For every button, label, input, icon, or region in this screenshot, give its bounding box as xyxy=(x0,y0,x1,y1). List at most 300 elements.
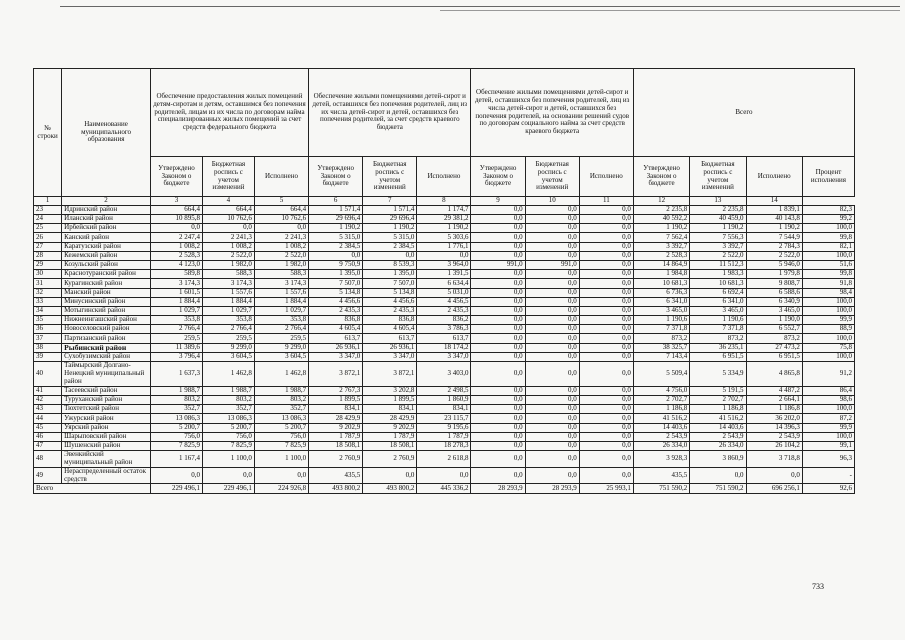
value-cell: 10 895,8 xyxy=(150,215,202,224)
value-cell: 9 808,7 xyxy=(746,279,802,288)
value-cell: 0,0 xyxy=(579,233,633,242)
subheader-executed: Исполнено xyxy=(579,157,633,197)
value-cell: 0,0 xyxy=(525,325,579,334)
value-cell: 2 435,3 xyxy=(363,306,417,315)
value-cell: 0,0 xyxy=(579,279,633,288)
value-cell: 1 029,7 xyxy=(202,306,254,315)
value-cell: 5 031,0 xyxy=(417,288,471,297)
value-cell: 3 174,3 xyxy=(150,279,202,288)
value-cell: 0,0 xyxy=(690,467,746,484)
row-number: 29 xyxy=(34,260,62,269)
total-row xyxy=(34,484,855,494)
value-cell: 29 696,4 xyxy=(309,215,363,224)
value-cell: 7 371,8 xyxy=(633,325,689,334)
row-number: 35 xyxy=(34,316,62,325)
value-cell: 1 982,0 xyxy=(202,260,254,269)
value-cell: 5 191,5 xyxy=(690,386,746,395)
value-cell: 2 235,8 xyxy=(633,205,689,214)
municipality-name: Ужурский район xyxy=(62,414,151,423)
value-cell: 7 556,3 xyxy=(690,233,746,242)
value-cell: 18 278,3 xyxy=(417,441,471,450)
value-cell: 991,0 xyxy=(525,260,579,269)
value-cell: 1 008,2 xyxy=(254,242,308,251)
value-cell: 87,2 xyxy=(802,414,854,423)
value-cell: 3 174,3 xyxy=(254,279,308,288)
value-cell: 0,0 xyxy=(309,251,363,260)
value-cell: 99,1 xyxy=(802,441,854,450)
municipality-name: Шушенский район xyxy=(62,441,151,450)
municipality-name: Иланский район xyxy=(62,215,151,224)
value-cell: 9 202,9 xyxy=(363,423,417,432)
value-cell: 0,0 xyxy=(579,467,633,484)
value-cell: 1 186,8 xyxy=(690,405,746,414)
value-cell: 0,0 xyxy=(525,242,579,251)
row-number: 40 xyxy=(34,362,62,386)
value-cell: 38 325,7 xyxy=(633,343,689,353)
value-cell: 803,2 xyxy=(150,396,202,405)
value-cell: 0,0 xyxy=(579,386,633,395)
value-cell: 40 592,2 xyxy=(633,215,689,224)
value-cell: 0,0 xyxy=(471,414,525,423)
table-row xyxy=(34,279,855,288)
value-cell: 1 462,8 xyxy=(254,362,308,386)
value-cell: 3 604,5 xyxy=(254,353,308,362)
value-cell: 4 456,6 xyxy=(309,297,363,306)
value-cell: 11 389,6 xyxy=(150,343,202,353)
value-cell: 4 756,0 xyxy=(633,386,689,395)
table-row xyxy=(34,362,855,386)
value-cell: 2 498,5 xyxy=(417,386,471,395)
municipality-name: Тасеевский район xyxy=(62,386,151,395)
row-number: 31 xyxy=(34,279,62,288)
total-value: 229 496,1 xyxy=(150,484,202,494)
value-cell: 6 552,7 xyxy=(746,325,802,334)
value-cell: 0,0 xyxy=(525,224,579,233)
table-row xyxy=(34,451,855,468)
value-cell: 1 190,2 xyxy=(746,224,802,233)
value-cell: 18 508,1 xyxy=(363,441,417,450)
value-cell: 1 186,8 xyxy=(633,405,689,414)
value-cell: - xyxy=(802,467,854,484)
value-cell: 5 134,8 xyxy=(363,288,417,297)
subheader-approved: Утверждено Законом о бюджете xyxy=(150,157,202,197)
value-cell: 0,0 xyxy=(471,279,525,288)
value-cell: 0,0 xyxy=(471,334,525,343)
value-cell: 99,9 xyxy=(802,316,854,325)
value-cell: 5 200,7 xyxy=(150,423,202,432)
value-cell: 2 384,5 xyxy=(363,242,417,251)
value-cell: 0,0 xyxy=(579,251,633,260)
table-row xyxy=(34,251,855,260)
value-cell: 3 796,4 xyxy=(150,353,202,362)
value-cell: 664,4 xyxy=(202,205,254,214)
value-cell: 5 315,0 xyxy=(309,233,363,242)
value-cell: 6 951,5 xyxy=(690,353,746,362)
value-cell: 0,0 xyxy=(471,233,525,242)
table-row xyxy=(34,233,855,242)
value-cell: 0,0 xyxy=(471,396,525,405)
value-cell: 834,1 xyxy=(309,405,363,414)
value-cell: 27 473,2 xyxy=(746,343,802,353)
value-cell: 0,0 xyxy=(525,251,579,260)
subheader-budget: Бюджетная роспись с учетом изменений xyxy=(525,157,579,197)
value-cell: 1 899,5 xyxy=(309,396,363,405)
value-cell: 0,0 xyxy=(525,343,579,353)
value-cell: 0,0 xyxy=(579,343,633,353)
subheader-budget: Бюджетная роспись с учетом изменений xyxy=(363,157,417,197)
value-cell: 0,0 xyxy=(471,451,525,468)
municipality-name: Идринский район xyxy=(62,205,151,214)
value-cell: 6 588,6 xyxy=(746,288,802,297)
column-index-cell: 2 xyxy=(62,197,151,206)
value-cell: 13 086,3 xyxy=(202,414,254,423)
value-cell: 1 557,6 xyxy=(254,288,308,297)
value-cell: 588,3 xyxy=(202,270,254,279)
value-cell: 7 371,8 xyxy=(690,325,746,334)
value-cell: 0,0 xyxy=(471,215,525,224)
value-cell: 0,0 xyxy=(471,432,525,441)
value-cell: 2 522,0 xyxy=(746,251,802,260)
value-cell: 10 762,6 xyxy=(202,215,254,224)
value-cell: 2 760,9 xyxy=(309,451,363,468)
value-cell: 353,8 xyxy=(254,316,308,325)
municipality-name: Курагинский район xyxy=(62,279,151,288)
header-federal-group: Обеспечение предоставления жилых помещений детям-сиротам и детям, оставшимся без попечения родителей, лицам из их числа по договорам найма специализированных жилых помещений за счет средств федерального бюджета xyxy=(150,69,308,157)
value-cell: 5 200,7 xyxy=(254,423,308,432)
value-cell: 4 123,0 xyxy=(150,260,202,269)
header-municipality: Наименование муниципального образования xyxy=(62,69,151,197)
value-cell: 0,0 xyxy=(471,343,525,353)
value-cell: 0,0 xyxy=(471,362,525,386)
municipality-name: Новоселовский район xyxy=(62,325,151,334)
table-row xyxy=(34,386,855,395)
table-row xyxy=(34,288,855,297)
value-cell: 0,0 xyxy=(525,233,579,242)
value-cell: 1 787,9 xyxy=(363,432,417,441)
value-cell: 0,0 xyxy=(525,362,579,386)
value-cell: 9 750,9 xyxy=(309,260,363,269)
value-cell: 100,0 xyxy=(802,306,854,315)
subheader-percent: Процент исполнения xyxy=(802,157,854,197)
value-cell: 82,1 xyxy=(802,242,854,251)
value-cell: 99,9 xyxy=(802,423,854,432)
value-cell: 0,0 xyxy=(579,396,633,405)
value-cell: 1 029,7 xyxy=(150,306,202,315)
value-cell: 6 634,4 xyxy=(417,279,471,288)
value-cell: 2 528,3 xyxy=(150,251,202,260)
municipality-name: Манский район xyxy=(62,288,151,297)
value-cell: 1 167,4 xyxy=(150,451,202,468)
value-cell: 13 086,3 xyxy=(254,414,308,423)
value-cell: 1 839,1 xyxy=(746,205,802,214)
value-cell: 2 522,0 xyxy=(202,251,254,260)
value-cell: 0,0 xyxy=(579,432,633,441)
value-cell: 2 760,9 xyxy=(363,451,417,468)
municipality-name: Канский район xyxy=(62,233,151,242)
value-cell: 0,0 xyxy=(471,288,525,297)
value-cell: 1 190,2 xyxy=(363,224,417,233)
value-cell: 9 202,9 xyxy=(309,423,363,432)
value-cell: 2 522,0 xyxy=(254,251,308,260)
value-cell: 6 951,5 xyxy=(746,353,802,362)
top-rule xyxy=(60,6,900,7)
value-cell: 3 718,8 xyxy=(746,451,802,468)
column-index-row xyxy=(34,197,855,206)
value-cell: 0,0 xyxy=(746,467,802,484)
total-value: 445 336,2 xyxy=(417,484,471,494)
value-cell: 5 946,0 xyxy=(746,260,802,269)
value-cell: 353,8 xyxy=(150,316,202,325)
value-cell: 834,1 xyxy=(417,405,471,414)
value-cell: 1 983,3 xyxy=(690,270,746,279)
subheader-approved: Утверждено Законом о бюджете xyxy=(471,157,525,197)
value-cell: 0,0 xyxy=(525,334,579,343)
row-number: 48 xyxy=(34,451,62,468)
total-value: 751 590,2 xyxy=(690,484,746,494)
value-cell: 0,0 xyxy=(525,423,579,432)
table-row xyxy=(34,260,855,269)
total-value: 493 800,2 xyxy=(309,484,363,494)
value-cell: 588,3 xyxy=(254,270,308,279)
table-row xyxy=(34,316,855,325)
value-cell: 1 571,4 xyxy=(363,205,417,214)
value-cell: 26 334,0 xyxy=(633,441,689,450)
value-cell: 0,0 xyxy=(525,306,579,315)
municipality-name: Нераспределенный остаток средств xyxy=(62,467,151,484)
value-cell: 26 334,0 xyxy=(690,441,746,450)
value-cell: 3 860,9 xyxy=(690,451,746,468)
value-cell: 836,8 xyxy=(309,316,363,325)
value-cell: 5 315,0 xyxy=(363,233,417,242)
value-cell: 3 202,8 xyxy=(363,386,417,395)
value-cell: 9 195,6 xyxy=(417,423,471,432)
value-cell: 2 435,3 xyxy=(309,306,363,315)
value-cell: 3 465,0 xyxy=(746,306,802,315)
value-cell: 4 605,4 xyxy=(363,325,417,334)
value-cell: 2 766,4 xyxy=(254,325,308,334)
value-cell: 1 988,7 xyxy=(202,386,254,395)
subheader-executed: Исполнено xyxy=(746,157,802,197)
table-row xyxy=(34,441,855,450)
value-cell: 0,0 xyxy=(525,205,579,214)
value-cell: 4 456,6 xyxy=(363,297,417,306)
value-cell: 0,0 xyxy=(202,467,254,484)
municipality-name: Туруханский район xyxy=(62,396,151,405)
column-index-cell: 6 xyxy=(309,197,363,206)
table-row xyxy=(34,396,855,405)
value-cell: 1 601,5 xyxy=(150,288,202,297)
value-cell: 1 787,9 xyxy=(309,432,363,441)
row-number: 43 xyxy=(34,405,62,414)
value-cell: 0,0 xyxy=(579,423,633,432)
table-row xyxy=(34,325,855,334)
value-cell: 3 392,7 xyxy=(690,242,746,251)
value-cell: 1 884,4 xyxy=(202,297,254,306)
value-cell: 0,0 xyxy=(525,297,579,306)
value-cell: 10 681,3 xyxy=(690,279,746,288)
value-cell: 8 539,3 xyxy=(363,260,417,269)
value-cell: 1 984,8 xyxy=(633,270,689,279)
subheader-budget: Бюджетная роспись с учетом изменений xyxy=(202,157,254,197)
value-cell: 1 190,2 xyxy=(309,224,363,233)
value-cell: 873,2 xyxy=(633,334,689,343)
value-cell: 0,0 xyxy=(417,467,471,484)
value-cell: 352,7 xyxy=(150,405,202,414)
row-number: 25 xyxy=(34,224,62,233)
value-cell: 435,5 xyxy=(309,467,363,484)
value-cell: 86,4 xyxy=(802,386,854,395)
value-cell: 9 299,0 xyxy=(254,343,308,353)
value-cell: 100,0 xyxy=(802,224,854,233)
value-cell: 1 190,2 xyxy=(417,224,471,233)
row-number: 24 xyxy=(34,215,62,224)
value-cell: 0,0 xyxy=(471,297,525,306)
value-cell: 352,7 xyxy=(202,405,254,414)
value-cell: 0,0 xyxy=(579,334,633,343)
value-cell: 99,8 xyxy=(802,270,854,279)
value-cell: 0,0 xyxy=(202,224,254,233)
row-number: 30 xyxy=(34,270,62,279)
value-cell: 5 200,7 xyxy=(202,423,254,432)
value-cell: 0,0 xyxy=(579,288,633,297)
value-cell: 0,0 xyxy=(579,353,633,362)
municipality-name: Ирбейский район xyxy=(62,224,151,233)
value-cell: 1 029,7 xyxy=(254,306,308,315)
value-cell: 36 202,0 xyxy=(746,414,802,423)
value-cell: 0,0 xyxy=(525,386,579,395)
total-value: 493 800,2 xyxy=(363,484,417,494)
value-cell: 14 396,3 xyxy=(746,423,802,432)
value-cell: 28 429,9 xyxy=(309,414,363,423)
value-cell: 613,7 xyxy=(417,334,471,343)
row-number: 42 xyxy=(34,396,62,405)
value-cell: 23 115,7 xyxy=(417,414,471,423)
row-number: 23 xyxy=(34,205,62,214)
row-number: 47 xyxy=(34,441,62,450)
value-cell: 3 928,3 xyxy=(633,451,689,468)
table-row xyxy=(34,224,855,233)
value-cell: 756,0 xyxy=(254,432,308,441)
value-cell: 2 702,7 xyxy=(690,396,746,405)
value-cell: 0,0 xyxy=(471,316,525,325)
subheader-executed: Исполнено xyxy=(417,157,471,197)
value-cell: 1 100,0 xyxy=(202,451,254,468)
table-row xyxy=(34,270,855,279)
value-cell: 0,0 xyxy=(525,451,579,468)
value-cell: 0,0 xyxy=(579,306,633,315)
value-cell: 0,0 xyxy=(579,405,633,414)
value-cell: 803,2 xyxy=(202,396,254,405)
value-cell: 0,0 xyxy=(525,353,579,362)
row-number: 38 xyxy=(34,343,62,353)
value-cell: 836,8 xyxy=(363,316,417,325)
table-row xyxy=(34,205,855,214)
value-cell: 7 143,4 xyxy=(633,353,689,362)
value-cell: 14 864,9 xyxy=(633,260,689,269)
value-cell: 2 543,9 xyxy=(746,432,802,441)
total-label: Всего xyxy=(34,484,151,494)
value-cell: 3 604,5 xyxy=(202,353,254,362)
column-index-cell: 10 xyxy=(525,197,579,206)
value-cell: 0,0 xyxy=(579,297,633,306)
table-row xyxy=(34,297,855,306)
table-row xyxy=(34,467,855,484)
total-value: 751 590,2 xyxy=(633,484,689,494)
value-cell: 14 403,6 xyxy=(690,423,746,432)
column-index-cell: 8 xyxy=(417,197,471,206)
value-cell: 6 341,0 xyxy=(690,297,746,306)
value-cell: 7 562,4 xyxy=(633,233,689,242)
value-cell: 0,0 xyxy=(471,441,525,450)
municipality-name: Уярский район xyxy=(62,423,151,432)
table-row xyxy=(34,343,855,353)
value-cell: 1 008,2 xyxy=(202,242,254,251)
table-row xyxy=(34,353,855,362)
total-value: 28 293,9 xyxy=(471,484,525,494)
row-number: 32 xyxy=(34,288,62,297)
value-cell: 91,2 xyxy=(802,362,854,386)
value-cell: 100,0 xyxy=(802,353,854,362)
value-cell: 0,0 xyxy=(579,224,633,233)
value-cell: 2 618,8 xyxy=(417,451,471,468)
value-cell: 0,0 xyxy=(417,251,471,260)
value-cell: 75,8 xyxy=(802,343,854,353)
value-cell: 0,0 xyxy=(254,224,308,233)
subheader-approved: Утверждено Законом о бюджете xyxy=(633,157,689,197)
value-cell: 756,0 xyxy=(150,432,202,441)
value-cell: 2 543,9 xyxy=(633,432,689,441)
value-cell: 0,0 xyxy=(471,386,525,395)
value-cell: 98,6 xyxy=(802,396,854,405)
value-cell: 0,0 xyxy=(254,467,308,484)
row-number: 37 xyxy=(34,334,62,343)
value-cell: 99,2 xyxy=(802,215,854,224)
row-number: 49 xyxy=(34,467,62,484)
municipality-name: Партизанский район xyxy=(62,334,151,343)
municipality-name: Эвенкийский муниципальный район xyxy=(62,451,151,468)
value-cell: 613,7 xyxy=(309,334,363,343)
value-cell: 100,0 xyxy=(802,297,854,306)
value-cell: 2 522,0 xyxy=(690,251,746,260)
value-cell: 2 767,3 xyxy=(309,386,363,395)
municipality-name: Мотыгинский район xyxy=(62,306,151,315)
value-cell: 0,0 xyxy=(579,414,633,423)
table-row xyxy=(34,405,855,414)
value-cell: 353,8 xyxy=(202,316,254,325)
total-value: 92,6 xyxy=(802,484,854,494)
value-cell: 0,0 xyxy=(579,441,633,450)
value-cell: 0,0 xyxy=(150,224,202,233)
value-cell: 36 235,1 xyxy=(690,343,746,353)
value-cell: 1 462,8 xyxy=(202,362,254,386)
municipality-name: Нижнеингашский район xyxy=(62,316,151,325)
value-cell: 1 190,2 xyxy=(690,224,746,233)
value-cell: 1 884,4 xyxy=(150,297,202,306)
column-index-cell: 4 xyxy=(202,197,254,206)
top-rule-2 xyxy=(440,10,900,11)
page-number: 733 xyxy=(812,582,824,591)
value-cell: 0,0 xyxy=(471,353,525,362)
value-cell: 0,0 xyxy=(471,467,525,484)
value-cell: 1 988,7 xyxy=(150,386,202,395)
value-cell: 1 787,9 xyxy=(417,432,471,441)
total-value: 696 256,1 xyxy=(746,484,802,494)
row-number: 39 xyxy=(34,353,62,362)
value-cell: 834,1 xyxy=(363,405,417,414)
value-cell: 4 487,2 xyxy=(746,386,802,395)
municipality-name: Сухобузимский район xyxy=(62,353,151,362)
value-cell: 5 303,6 xyxy=(417,233,471,242)
